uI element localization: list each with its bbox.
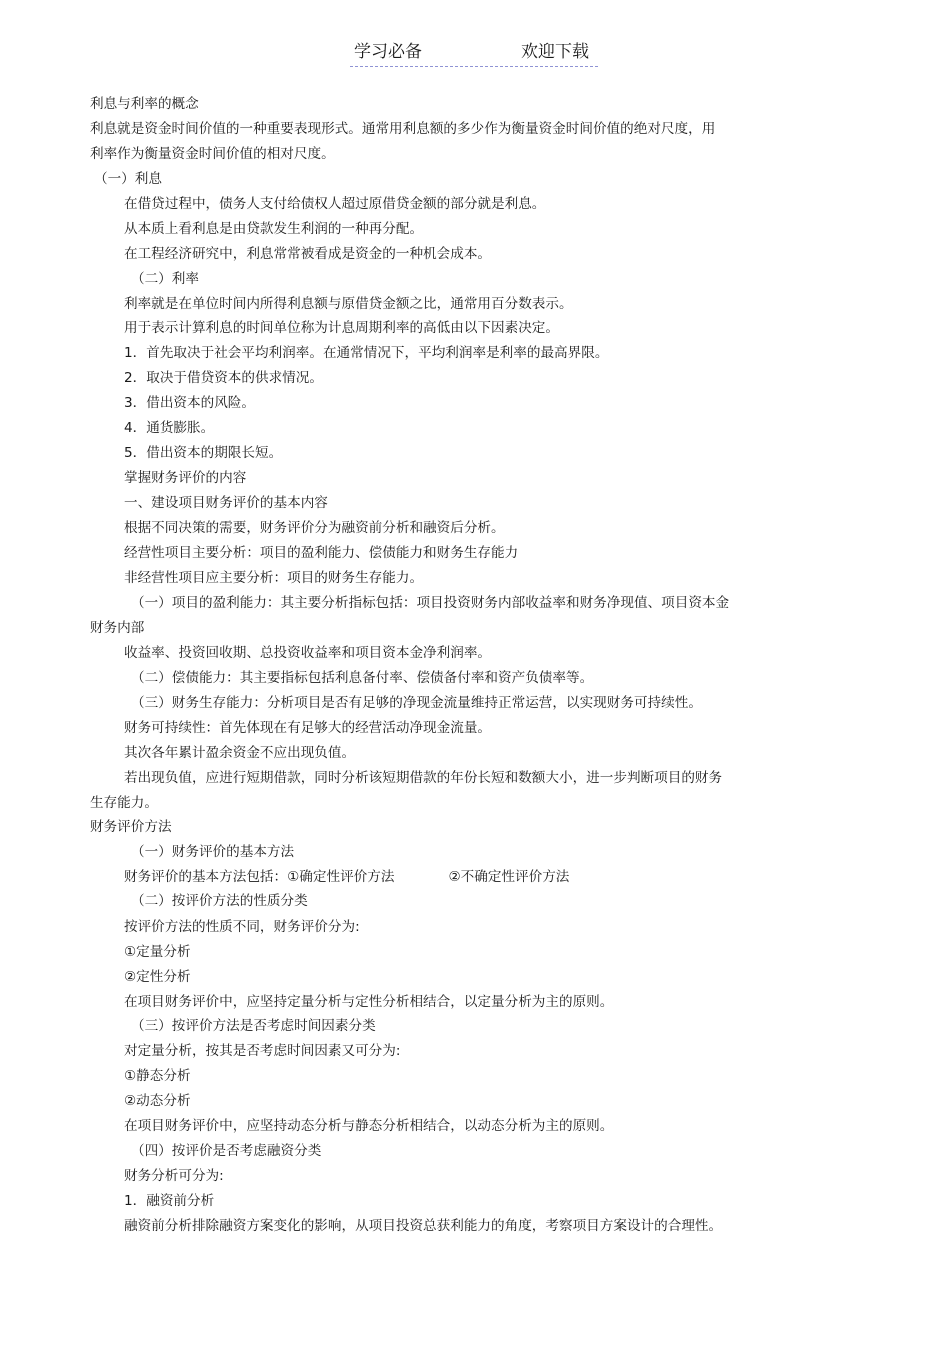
- paragraph-line: 财务可持续性：首先体现在有足够大的经营活动净现金流量。: [124, 720, 492, 736]
- subsection-heading: （二）利率: [131, 271, 199, 287]
- paragraph-line: 利率就是在单位时间内所得利息额与原借贷金额之比，通常用百分数表示。: [124, 296, 573, 312]
- paragraph-line: 经营性项目主要分析：项目的盈利能力、偿债能力和财务生存能力: [124, 545, 519, 561]
- subsection-heading: （二）按评价方法的性质分类: [131, 893, 308, 909]
- paragraph-line: 在工程经济研究中，利息常常被看成是资金的一种机会成本。: [124, 246, 492, 262]
- paragraph-line: 财务内部: [90, 620, 145, 636]
- paragraph-line: 在借贷过程中，债务人支付给债权人超过原借贷金额的部分就是利息。: [124, 196, 546, 212]
- paragraph-line: （二）偿债能力：其主要指标包括利息备付率、偿债备付率和资产负债率等。: [131, 670, 594, 686]
- subsection-heading: 一、建设项目财务评价的基本内容: [124, 495, 328, 511]
- paragraph-line: 融资前分析排除融资方案变化的影响，从项目投资总获利能力的角度，考察项目方案设计的合理性。: [124, 1218, 723, 1234]
- list-item: ②动态分析: [124, 1093, 191, 1109]
- subsection-heading: （一）财务评价的基本方法: [131, 844, 295, 860]
- subsection-heading: （四）按评价是否考虑融资分类: [131, 1143, 322, 1159]
- list-item: 4．通货膨胀。: [124, 420, 215, 436]
- paragraph-line: 按评价方法的性质不同，财务评价分为:: [124, 919, 360, 935]
- page-header: [350, 40, 598, 67]
- paragraph-line: 非经营性项目应主要分析：项目的财务生存能力。: [124, 570, 424, 586]
- paragraph-line: 在项目财务评价中，应坚持定量分析与定性分析相结合，以定量分析为主的原则。: [124, 994, 614, 1010]
- header-left-text: 学习必备: [354, 42, 422, 62]
- subsection-heading: （三）按评价方法是否考虑时间因素分类: [131, 1018, 376, 1034]
- section-title-interest-concept: 利息与利率的概念: [90, 96, 199, 112]
- method-uncertain: ②不确定性评价方法: [448, 869, 570, 885]
- paragraph-line: （一）项目的盈利能力：其主要分析指标包括：项目投资财务内部收益率和财务净现值、项目资本金: [131, 595, 730, 611]
- list-item: ①定量分析: [124, 944, 191, 960]
- list-item: ②定性分析: [124, 969, 191, 985]
- list-item: 5．借出资本的期限长短。: [124, 445, 283, 461]
- section-title: 掌握财务评价的内容: [124, 470, 247, 486]
- paragraph-line: 若出现负值，应进行短期借款，同时分析该短期借款的年份长短和数额大小，进一步判断项目的财务: [124, 770, 723, 786]
- paragraph-line: 财务分析可分为:: [124, 1168, 224, 1184]
- header-right-text: 欢迎下载: [521, 42, 589, 62]
- list-item: 1．首先取决于社会平均利润率。在通常情况下，平均利润率是利率的最高界限。: [124, 345, 609, 361]
- section-title: 财务评价方法: [90, 819, 172, 835]
- list-item: 1．融资前分析: [124, 1193, 215, 1209]
- paragraph-line: 收益率、投资回收期、总投资收益率和项目资本金净利润率。: [124, 645, 492, 661]
- list-item: 2．取决于借贷资本的供求情况。: [124, 370, 323, 386]
- paragraph-line: 从本质上看利息是由贷款发生利润的一种再分配。: [124, 221, 424, 237]
- method-deterministic: 财务评价的基本方法包括：①确定性评价方法: [124, 869, 395, 885]
- paragraph-line: 用于表示计算利息的时间单位称为计息周期利率的高低由以下因素决定。: [124, 320, 559, 336]
- paragraph-line: 根据不同决策的需要，财务评价分为融资前分析和融资后分析。: [124, 520, 505, 536]
- subsection-heading: （一）利息: [94, 171, 162, 187]
- paragraph-line: 对定量分析，按其是否考虑时间因素又可分为:: [124, 1043, 401, 1059]
- paragraph-line: [124, 867, 569, 887]
- paragraph-line: 利息就是资金时间价值的一种重要表现形式。通常用利息额的多少作为衡量资金时间价值的绝对尺度，用: [90, 121, 716, 137]
- paragraph-line: （三）财务生存能力：分析项目是否有足够的净现金流量维持正常运营，以实现财务可持续性。: [131, 695, 702, 711]
- paragraph-line: 利率作为衡量资金时间价值的相对尺度。: [90, 146, 335, 162]
- paragraph-line: 其次各年累计盈余资金不应出现负值。: [124, 745, 356, 761]
- paragraph-line: 在项目财务评价中，应坚持动态分析与静态分析相结合，以动态分析为主的原则。: [124, 1118, 614, 1134]
- paragraph-line: 生存能力。: [90, 795, 158, 811]
- list-item: ①静态分析: [124, 1068, 191, 1084]
- list-item: 3．借出资本的风险。: [124, 395, 255, 411]
